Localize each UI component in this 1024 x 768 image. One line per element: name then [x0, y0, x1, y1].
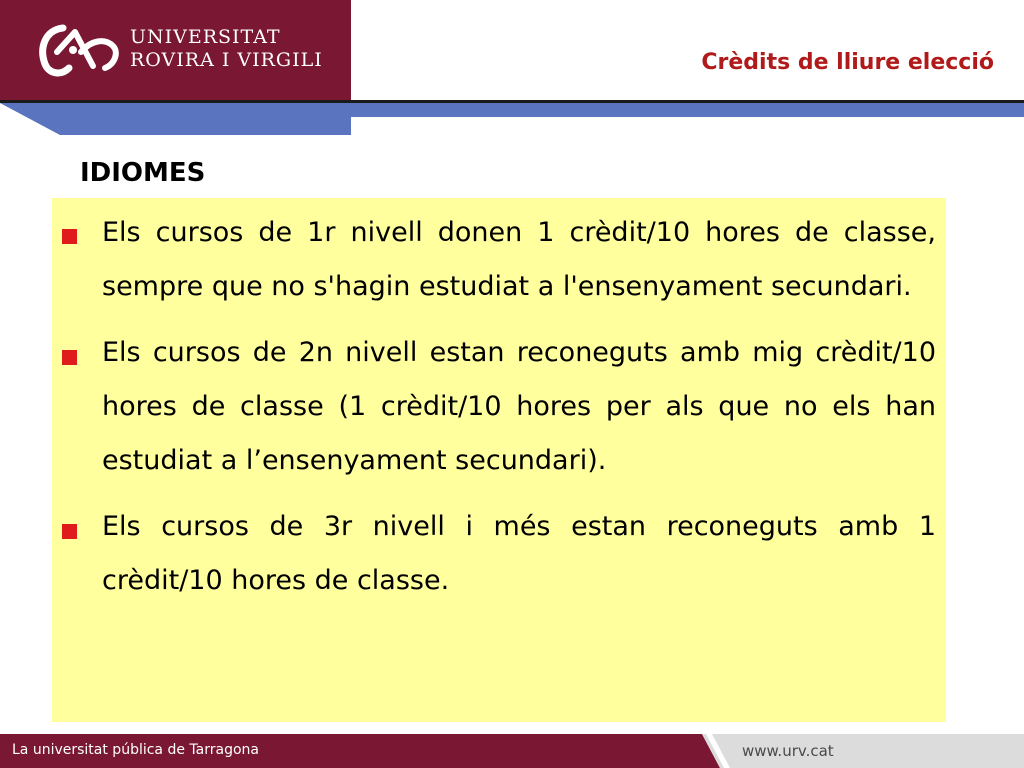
footer-tagline: La universitat pública de Tarragona	[12, 742, 259, 758]
university-name-line2: ROVIRA I VIRGILI	[130, 49, 323, 71]
section-heading: IDIOMES	[80, 158, 206, 188]
header-accent-band	[0, 103, 1024, 135]
square-bullet-icon	[62, 350, 77, 365]
slide-title: Crèdits de lliure elecció	[701, 50, 994, 75]
footer-url[interactable]: www.urv.cat	[742, 742, 834, 760]
university-name-line1: UNIVERSITAT	[130, 26, 281, 48]
university-logo-block	[0, 0, 351, 100]
university-name	[130, 26, 323, 72]
square-bullet-icon	[62, 524, 77, 539]
square-bullet-icon	[62, 229, 77, 244]
list-item	[52, 198, 946, 314]
content-box	[52, 198, 946, 722]
list-item-text: Els cursos de 3r nivell i més estan reconeguts amb 1 crèdit/10 hores de classe.	[102, 511, 936, 596]
list-item	[52, 326, 946, 488]
urv-logo-icon	[35, 22, 125, 80]
list-item-text: Els cursos de 1r nivell donen 1 crèdit/10 hores de classe, sempre que no s'hagin estudiat a l'ensenyament secundari.	[102, 217, 936, 302]
list-item	[52, 500, 946, 608]
list-item-text: Els cursos de 2n nivell estan reconeguts amb mig crèdit/10 hores de classe (1 crèdit/10 hores per als que no els han estudiat a l’ensenyament secundari).	[102, 337, 936, 476]
bullet-list	[52, 198, 946, 608]
